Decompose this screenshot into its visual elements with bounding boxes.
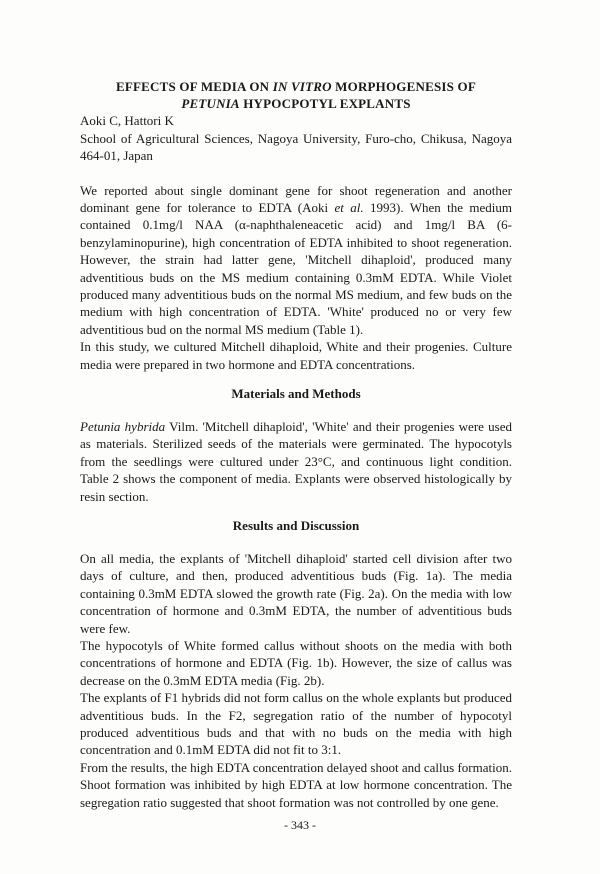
section-heading: Results and Discussion bbox=[232, 518, 360, 533]
page-number: - 343 - bbox=[284, 818, 316, 832]
authors: Aoki C, Hattori K bbox=[80, 113, 174, 128]
section-heading: Materials and Methods bbox=[231, 385, 361, 401]
intro-paragraph bbox=[80, 182, 512, 339]
title-italic: PETUNIA bbox=[181, 96, 240, 111]
article bbox=[80, 78, 512, 811]
results-paragraph: From the results, the high EDTA concentration delayed shoot and callus formation. Shoot formation was inhibited by high EDTA at low hormone concentration. The segregation ratio suggested that shoot formation was not controlled by one gene. bbox=[80, 759, 512, 810]
results-paragraph: The explants of F1 hybrids did not form callus on the whole explants but produced adventitious buds. In the F2, segregation ratio of the number of hypocotyl produced adventitious buds and that with no buds on the media with high concentration and 0.1mM EDTA did not fit to 3:1. bbox=[80, 690, 512, 758]
title-text: MORPHOGENESIS OF bbox=[331, 79, 476, 94]
title-text: HYPOCPOTYL EXPLANTS bbox=[239, 96, 411, 111]
affiliation: School of Agricultural Sciences, Nagoya University, Furo-cho, Chikusa, Nagoya 464-01, Japan bbox=[80, 130, 512, 163]
results-paragraph: The hypocotyls of White formed callus without shoots on the media with both concentrations of hormone and EDTA (Fig. 1b). However, the size of callus was decrease on the 0.3mM EDTA media (Fig. 2b). bbox=[80, 638, 512, 688]
title-text: EFFECTS OF MEDIA ON bbox=[116, 79, 273, 94]
results-paragraph: On all media, the explants of 'Mitchell dihaploid' started cell division after two days of culture, and then, produced adventitious buds (Fig. 1a). The media containing 0.3mM EDTA slowed the growth rate (Fig. 2a). On the media with low concentration of hormone and 0.3mM EDTA, the number of adventitious buds were few. bbox=[80, 551, 512, 636]
title-italic: IN VITRO bbox=[272, 79, 332, 94]
text-italic: et al. bbox=[334, 199, 364, 215]
text-run: 1993). When the medium contained 0.1mg/l NAA (α-naphthaleneacetic acid) and 1mg/l BA (6-benzylaminopurine), high concentration of EDTA inhibited to shoot regeneration. However, the strain had latter gene, 'Mitchell dihaploid', produced many adventitious buds on the MS medium containing 0.3mM EDTA. While Violet produced many adventitious buds on the normal MS medium, and few buds on the medium with high concentration of EDTA. 'White' produced no or very few adventitious bud on the normal MS medium (Table 1). bbox=[80, 199, 513, 337]
text-italic: Petunia hybrida bbox=[80, 418, 166, 434]
text-run: Vilm. 'Mitchell dihaploid', 'White' and their progenies were used as materials. Sterilized seeds of the materials were germinated. The hypocotyls from the seedlings were cultured under 23°C, and continuous light condition. Table 2 shows the component of media. Explants were observed histologically by resin section. bbox=[80, 418, 512, 504]
methods-paragraph bbox=[80, 418, 512, 505]
text-run: We reported about single dominant gene for shoot regeneration and another dominant gene for tolerance to EDTA (Aoki bbox=[80, 182, 512, 215]
article-title bbox=[80, 78, 512, 112]
intro-paragraph: In this study, we cultured Mitchell dihaploid, White and their progenies. Culture media were prepared in two hormone and EDTA concentrations. bbox=[80, 339, 512, 372]
